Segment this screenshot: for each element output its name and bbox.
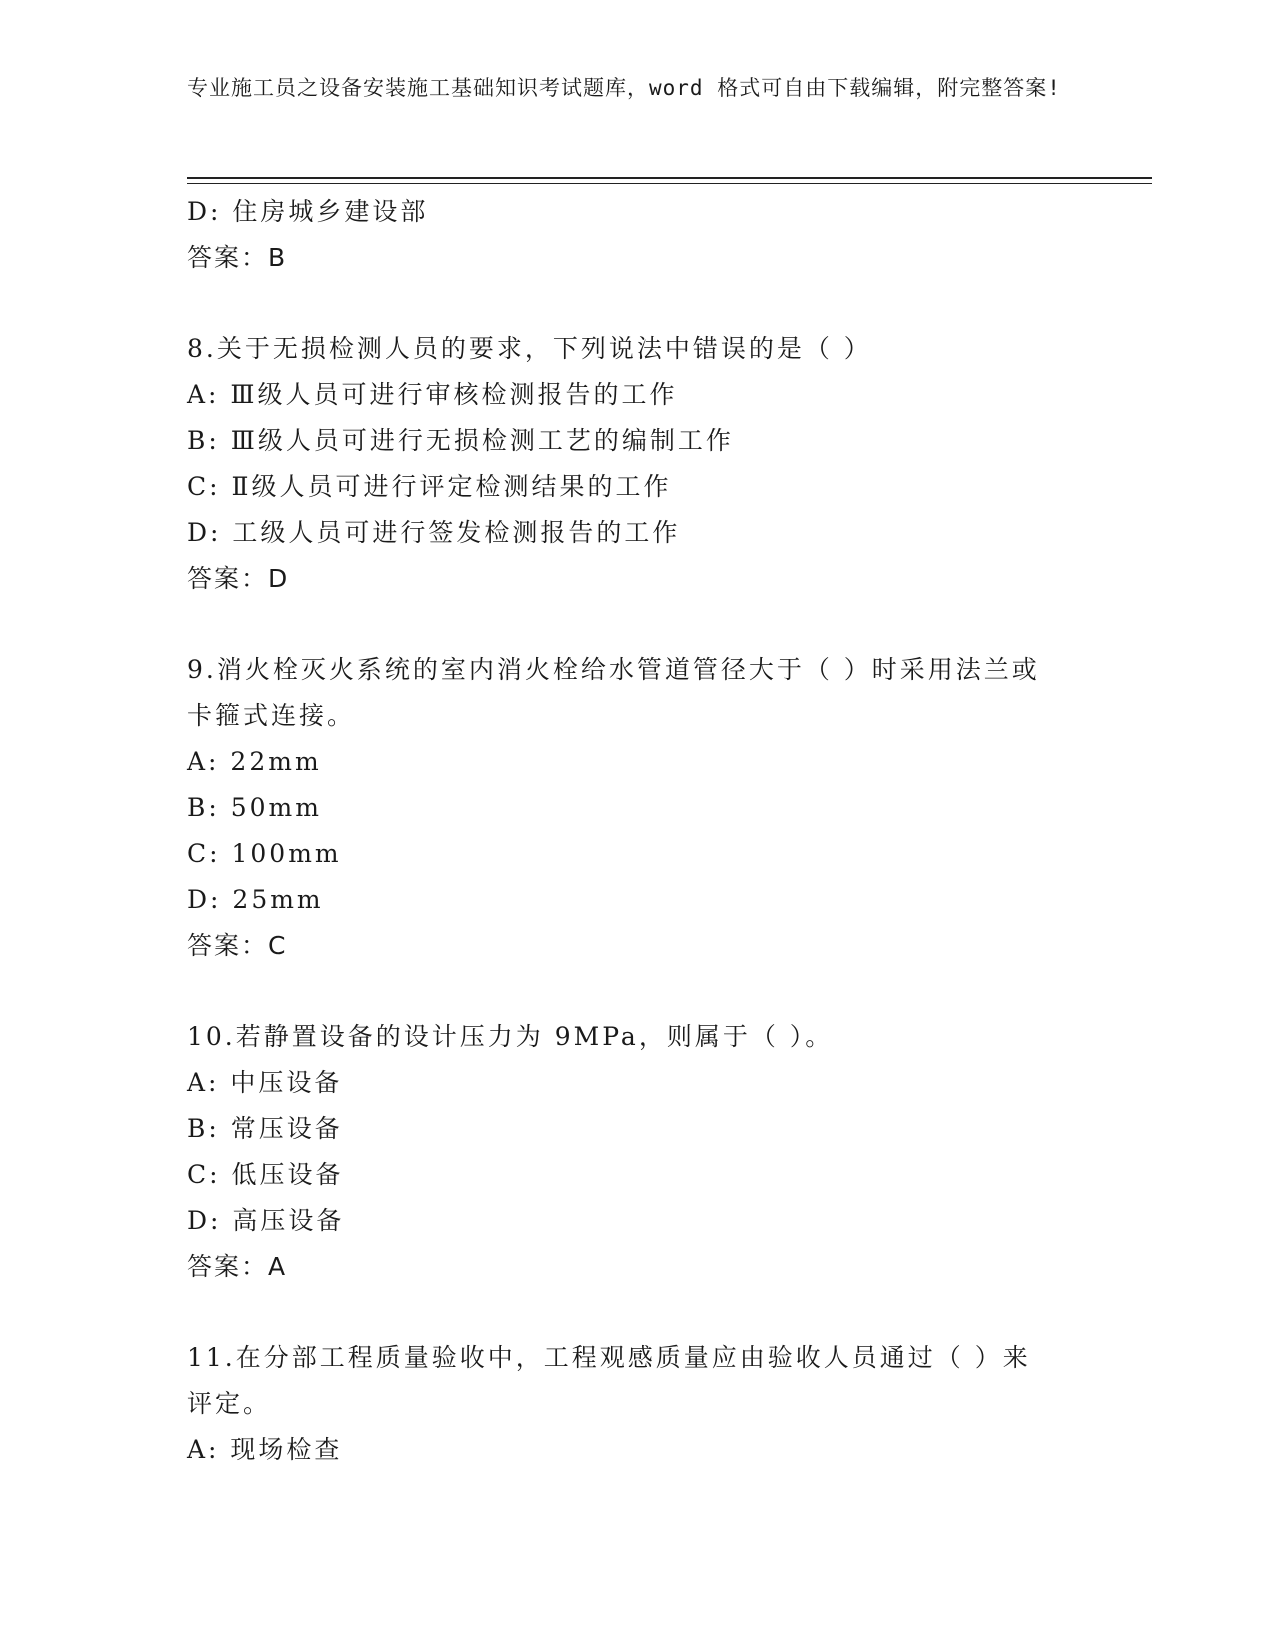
- spacer: [187, 969, 1087, 1014]
- question-list: [187, 189, 1087, 1473]
- question-option: A: 现场检查: [187, 1435, 343, 1464]
- header-divider-thin: [187, 183, 1152, 184]
- question-option: D: 高压设备: [187, 1206, 345, 1235]
- question-option: A: 22mm: [187, 747, 322, 776]
- question-option: C: 低压设备: [187, 1160, 344, 1189]
- question-11: [187, 1335, 1087, 1473]
- question-option: B: Ⅲ级人员可进行无损检测工艺的编制工作: [187, 426, 734, 455]
- question-answer: 答案：D: [187, 564, 290, 593]
- question-stem: 8.关于无损检测人员的要求，下列说法中错误的是（ ）: [187, 334, 872, 363]
- question-answer: 答案：C: [187, 931, 288, 960]
- header-divider-thick: [187, 177, 1152, 179]
- header-note: 专业施工员之设备安装施工基础知识考试题库，word 格式可自由下载编辑，附完整答案!: [187, 76, 1061, 100]
- question-answer: 答案：A: [187, 1252, 288, 1281]
- question-option: A: Ⅲ级人员可进行审核检测报告的工作: [187, 380, 678, 409]
- question-option: C: 100mm: [187, 839, 342, 868]
- question-9: [187, 647, 1087, 969]
- spacer: [187, 602, 1087, 647]
- question-option: B: 50mm: [187, 793, 322, 822]
- question-stem: 11.在分部工程质量验收中，工程观感质量应由验收人员通过（ ）来评定。: [187, 1343, 1031, 1418]
- question-10: [187, 1014, 1087, 1290]
- question-option: C: Ⅱ级人员可进行评定检测结果的工作: [187, 472, 672, 501]
- spacer: [187, 281, 1087, 326]
- question-option: A: 中压设备: [187, 1068, 343, 1097]
- question-option: D: 25mm: [187, 885, 324, 914]
- spacer: [187, 1290, 1087, 1335]
- prev-question-option-d: D: 住房城乡建设部: [187, 197, 429, 226]
- question-8: [187, 326, 1087, 602]
- question-stem: 10.若静置设备的设计压力为 9MPa，则属于（ ）。: [187, 1022, 834, 1051]
- question-option: B: 常压设备: [187, 1114, 343, 1143]
- prev-question-answer: 答案：B: [187, 243, 288, 272]
- question-stem: 9.消火栓灭火系统的室内消火栓给水管道管径大于（ ）时采用法兰或卡箍式连接。: [187, 655, 1040, 730]
- question-option: D: 工级人员可进行签发检测报告的工作: [187, 518, 681, 547]
